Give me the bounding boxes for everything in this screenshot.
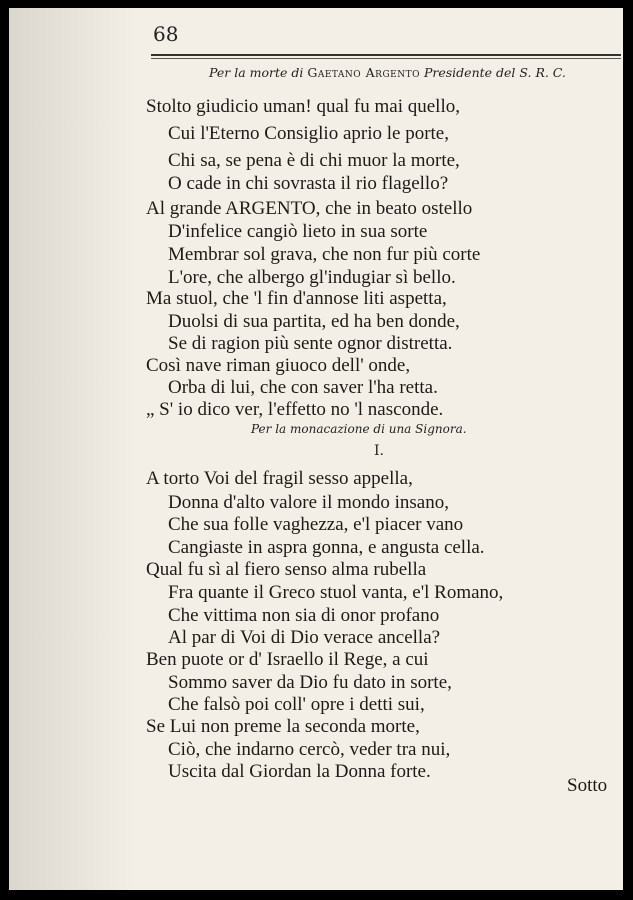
catchword: Sotto — [567, 775, 608, 796]
poem2-line: Ciò, che indarno cercò, veder tra nui, — [168, 739, 451, 760]
page-number: 68 — [153, 22, 179, 46]
poem2-line: Qual fu sì al fiero senso alma rubella — [146, 559, 427, 580]
poem1-line: Orba di lui, che con saver l'ha retta. — [168, 377, 438, 398]
poem2-title: Per la monacazione di una Signora. — [251, 422, 467, 436]
poem1-line: Ma stuol, che 'l fin d'annose liti aspetta, — [146, 288, 447, 309]
poem2-line: Che sua folle vaghezza, e'l piacer vano — [168, 514, 464, 535]
book-page — [9, 8, 623, 890]
running-header-suffix: Presidente del S. R. C. — [423, 65, 566, 80]
poem2-line: Fra quante il Greco stuol vanta, e'l Romano, — [168, 582, 504, 603]
poem1-line: Chi sa, se pena è di chi muor la morte, — [168, 150, 460, 171]
poem1-line: „ S' io dico ver, l'effetto no 'l nasconde. — [146, 399, 444, 420]
poem2-line: Uscita dal Giordan la Donna forte. — [168, 761, 431, 782]
poem2-line: Donna d'alto valore il mondo insano, — [168, 492, 449, 513]
poem2-line: Se Lui non preme la seconda morte, — [146, 716, 420, 737]
running-header-prefix: Per la morte di — [209, 65, 304, 80]
header-rule — [151, 54, 621, 56]
poem1-line: Così nave riman giuoco dell' onde, — [146, 355, 411, 376]
poem2-line: A torto Voi del fragil sesso appella, — [146, 468, 413, 489]
poem2-line: Ben puote or d' Israello il Rege, a cui — [146, 649, 429, 670]
running-header — [209, 65, 566, 80]
poem2-number: I. — [374, 443, 384, 459]
poem1-line: L'ore, che albergo gl'indugiar sì bello. — [168, 267, 456, 288]
poem1-line: O cade in chi sovrasta il rio flagello? — [168, 173, 449, 194]
page-gutter-shadow — [9, 8, 139, 890]
poem1-line: Membrar sol grava, che non fur più corte — [168, 244, 481, 265]
poem2-line: Cangiaste in aspra gonna, e angusta cella. — [168, 537, 485, 558]
poem2-line: Che vittima non sia di onor profano — [168, 605, 440, 626]
poem1-line: D'infelice cangiò lieto in sua sorte — [168, 221, 428, 242]
poem2-line: Sommo saver da Dio fu dato in sorte, — [168, 672, 452, 693]
header-rule-thin — [151, 58, 621, 59]
poem2-line: Al par di Voi di Dio verace ancella? — [168, 627, 441, 648]
poem1-line: Stolto giudicio uman! qual fu mai quello, — [146, 96, 460, 117]
poem1-line: Al grande ARGENTO, che in beato ostello — [146, 198, 473, 219]
poem1-line: Se di ragion più sente ognor distretta. — [168, 333, 453, 354]
running-header-name: Gaetano Argento — [307, 65, 420, 80]
poem1-line: Cui l'Eterno Consiglio aprio le porte, — [168, 123, 449, 144]
poem1-line: Duolsi di sua partita, ed ha ben donde, — [168, 311, 460, 332]
poem2-line: Che falsò poi coll' opre i detti sui, — [168, 694, 425, 715]
